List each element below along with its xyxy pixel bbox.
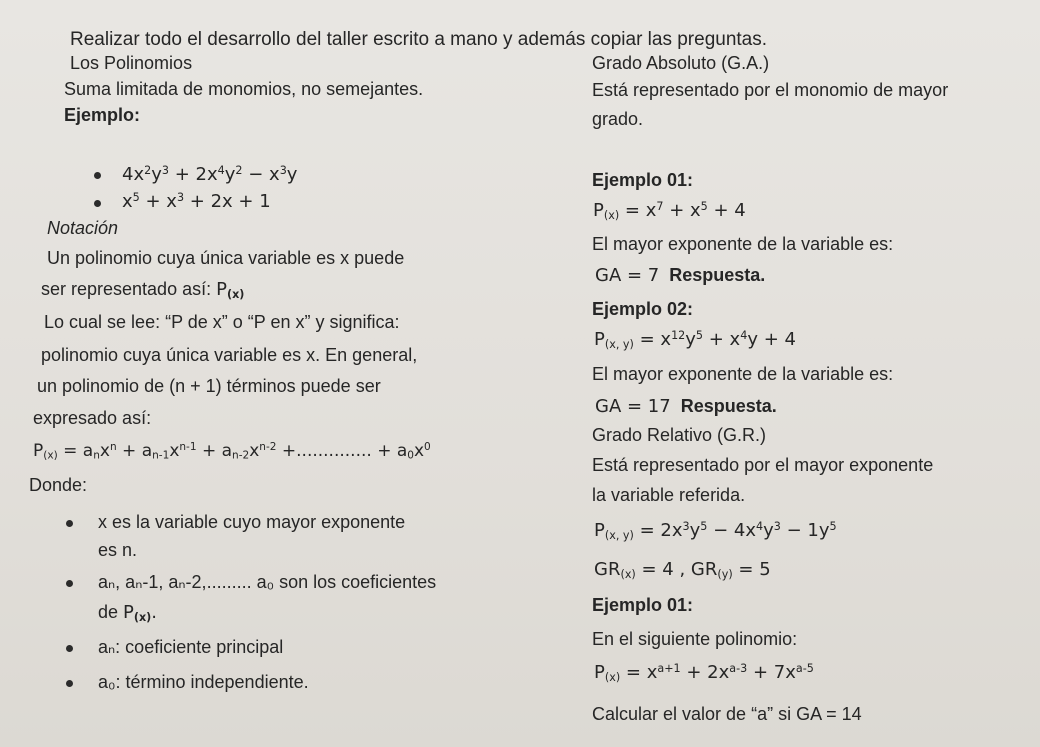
exponent-question-2: El mayor exponente de la variable es: <box>592 364 894 384</box>
exponent-question-1: El mayor exponente de la variable es: <box>592 234 894 254</box>
bullet-variable-line1: x es la variable cuyo mayor exponente <box>98 512 406 532</box>
bullet-variable-line2: es n. <box>98 540 138 560</box>
relative-degree-definition-line1: Está representado por el mayor exponente <box>592 455 934 475</box>
polynomial-definition: Suma limitada de monomios, no semejantes. <box>64 79 424 99</box>
p-of-x-symbol: $P_{(x)}$ <box>216 279 245 301</box>
absolute-degree-definition-line1: Está representado por el monomio de mayor <box>592 80 949 100</box>
section-title-polynomials: Los Polinomios <box>70 53 193 73</box>
example-polynomial-2: $x^5 + x^3 + 2x + 1$ <box>122 190 271 212</box>
bullet-dot <box>66 580 73 587</box>
example-02-polynomial: $P_{(x, y)} = x^{12}y^5 + x^4y + 4$ <box>594 328 796 351</box>
notation-text-line4: polinomio cuya única variable es x. En general, <box>41 345 418 365</box>
bullet-dot <box>66 645 73 652</box>
bullet-leading-coefficient: aₙ: coeficiente principal <box>98 637 284 657</box>
absolute-degree-definition-line2: grado. <box>592 109 644 129</box>
polynomial-prompt: En el siguiente polinomio: <box>592 629 798 649</box>
relative-degree-heading: Grado Relativo (G.R.) <box>592 425 767 445</box>
answer-1: GA = 7 Respuesta. <box>595 265 766 286</box>
instruction-text: Realizar todo el desarrollo del taller escrito a mano y además copiar las preguntas. <box>70 29 768 50</box>
bullet-dot <box>94 172 101 179</box>
notation-text-line5: un polinomio de (n + 1) términos puede ser <box>37 376 381 396</box>
example-03-label: Ejemplo 01: <box>592 595 694 615</box>
notation-label: Notación <box>47 218 119 238</box>
relative-degree-definition-line2: la variable referida. <box>592 485 746 505</box>
calculation-prompt: Calcular el valor de “a” si GA = 14 <box>592 704 862 724</box>
relative-degree-polynomial: $P_{(x, y)} = 2x^3y^5 - 4x^4y^3 - 1y^5$ <box>594 519 837 542</box>
example-polynomial-1: $4x^2y^3 + 2x^4y^2 - x^3y$ <box>122 163 298 185</box>
relative-degree-results: $GR_{(x)} = 4$ , $GR_{(y)} = 5$ <box>594 559 771 581</box>
bullet-dot <box>94 200 101 207</box>
notation-text-line2: ser representado así: $P_{(x)}$ <box>41 279 245 301</box>
bullet-dot <box>66 680 73 687</box>
exercise-polynomial: $P_{(x)} = x^{a+1} + 2x^{a-3} + 7x^{a-5}$ <box>594 661 814 684</box>
notation-text-line3: Lo cual se lee: “P de x” o “P en x” y significa: <box>44 312 400 332</box>
example-label: Ejemplo: <box>64 105 141 125</box>
bullet-coefficients-line1: aₙ, aₙ-1, aₙ-2,......... a₀ son los coeficientes <box>98 572 437 592</box>
notation-text-line6: expresado así: <box>33 408 152 428</box>
example-01-polynomial: $P_{(x)} = x^7 + x^5 + 4$ <box>593 199 746 222</box>
bullet-independent-term: a₀: término independiente. <box>98 672 309 692</box>
general-polynomial-formula: $P_{(x)} = a_nx^n + a_{n-1}x^{n-1} + a_{n-2}x^{n-2}$ +.............. + $a_0x^0$ <box>33 441 431 462</box>
notation-text-line1: Un polinomio cuya única variable es x puede <box>47 248 405 268</box>
absolute-degree-heading: Grado Absoluto (G.A.) <box>592 53 770 73</box>
example-01-label: Ejemplo 01: <box>592 170 694 190</box>
bullet-dot <box>66 520 73 527</box>
answer-2: GA = 17 Respuesta. <box>595 396 777 417</box>
bullet-coefficients-line2: de $P_{(x)}$. <box>98 602 158 624</box>
where-label: Donde: <box>29 475 88 495</box>
example-02-label: Ejemplo 02: <box>592 299 694 319</box>
